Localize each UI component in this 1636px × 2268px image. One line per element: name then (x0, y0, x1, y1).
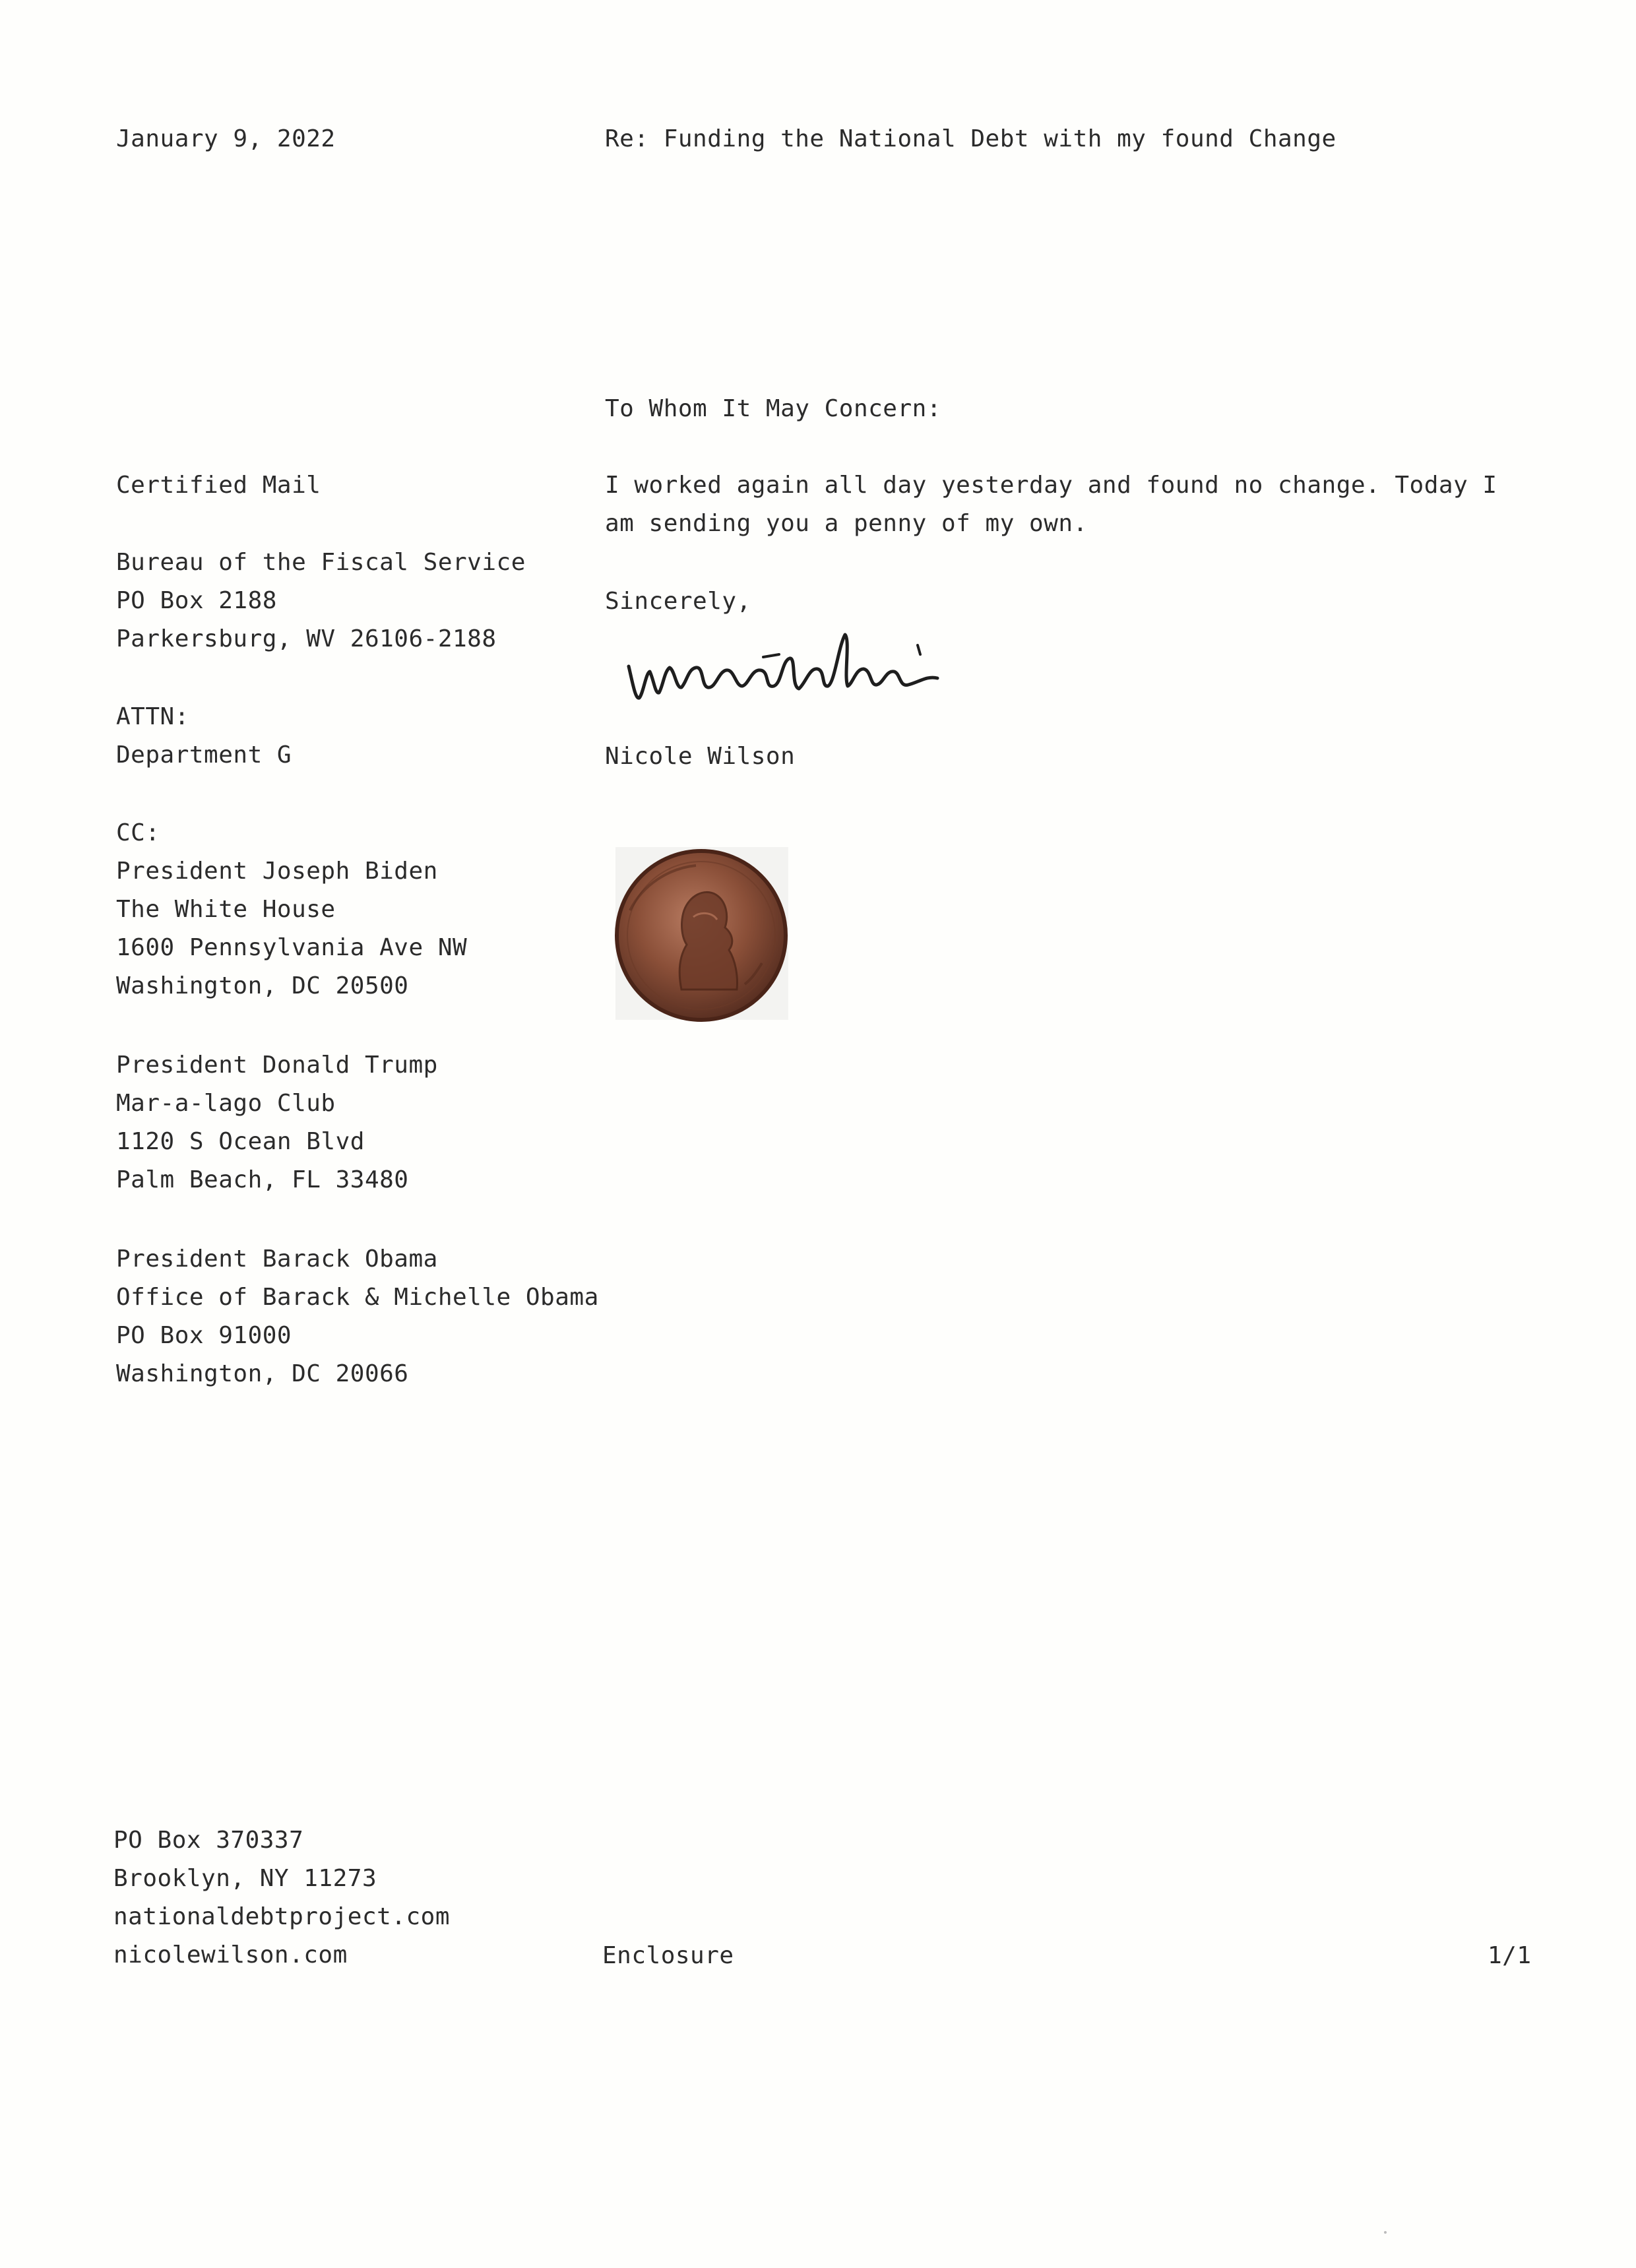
attn-label: ATTN: (116, 703, 189, 730)
letter-date: January 9, 2022 (116, 125, 336, 152)
letter-subject: Re: Funding the National Debt with my found Change (605, 125, 1337, 152)
enclosure-note: Enclosure (602, 1942, 734, 1969)
cc-address-obama (116, 1240, 599, 1393)
cc-line: Washington, DC 20066 (116, 1360, 409, 1387)
sender-address (113, 1821, 450, 1974)
cc-line: President Joseph Biden (116, 858, 438, 885)
cc-line: 1600 Pennsylvania Ave NW (116, 934, 468, 961)
cc-line: Washington, DC 20500 (116, 972, 409, 999)
page-number: 1/1 (1488, 1942, 1532, 1969)
cc-label: CC: (116, 819, 160, 846)
cc-block (116, 814, 467, 1005)
sender-line: nicolewilson.com (113, 1941, 348, 1969)
sender-line: nationaldebtproject.com (113, 1903, 450, 1930)
cc-line: President Barack Obama (116, 1245, 438, 1273)
attn-block (116, 698, 292, 774)
mail-type: Certified Mail (116, 472, 321, 499)
cc-line: 1120 S Ocean Blvd (116, 1128, 365, 1155)
cc-line: Office of Barack & Michelle Obama (116, 1284, 599, 1311)
cc-line: President Donald Trump (116, 1052, 438, 1079)
recipient-address (116, 544, 526, 658)
cc-line: PO Box 91000 (116, 1322, 292, 1349)
closing: Sincerely, (605, 588, 751, 615)
cc-line: Palm Beach, FL 33480 (116, 1166, 409, 1193)
penny-image (604, 838, 795, 1029)
address-line: Parkersburg, WV 26106-2188 (116, 625, 497, 652)
sender-line: PO Box 370337 (113, 1827, 304, 1854)
letter-body: I worked again all day yesterday and found no change. Today I am sending you a penny of my own. (605, 472, 1497, 537)
scan-speck (1384, 2231, 1387, 2234)
sender-line: Brooklyn, NY 11273 (113, 1865, 377, 1892)
cc-address-trump (116, 1046, 438, 1199)
cc-line: Mar-a-lago Club (116, 1090, 336, 1117)
attn-value: Department G (116, 741, 292, 769)
cc-line: The White House (116, 896, 336, 923)
address-line: Bureau of the Fiscal Service (116, 549, 526, 576)
signer-name: Nicole Wilson (605, 743, 796, 770)
salutation: To Whom It May Concern: (605, 395, 941, 422)
address-line: PO Box 2188 (116, 587, 277, 614)
signature-image (623, 620, 966, 719)
